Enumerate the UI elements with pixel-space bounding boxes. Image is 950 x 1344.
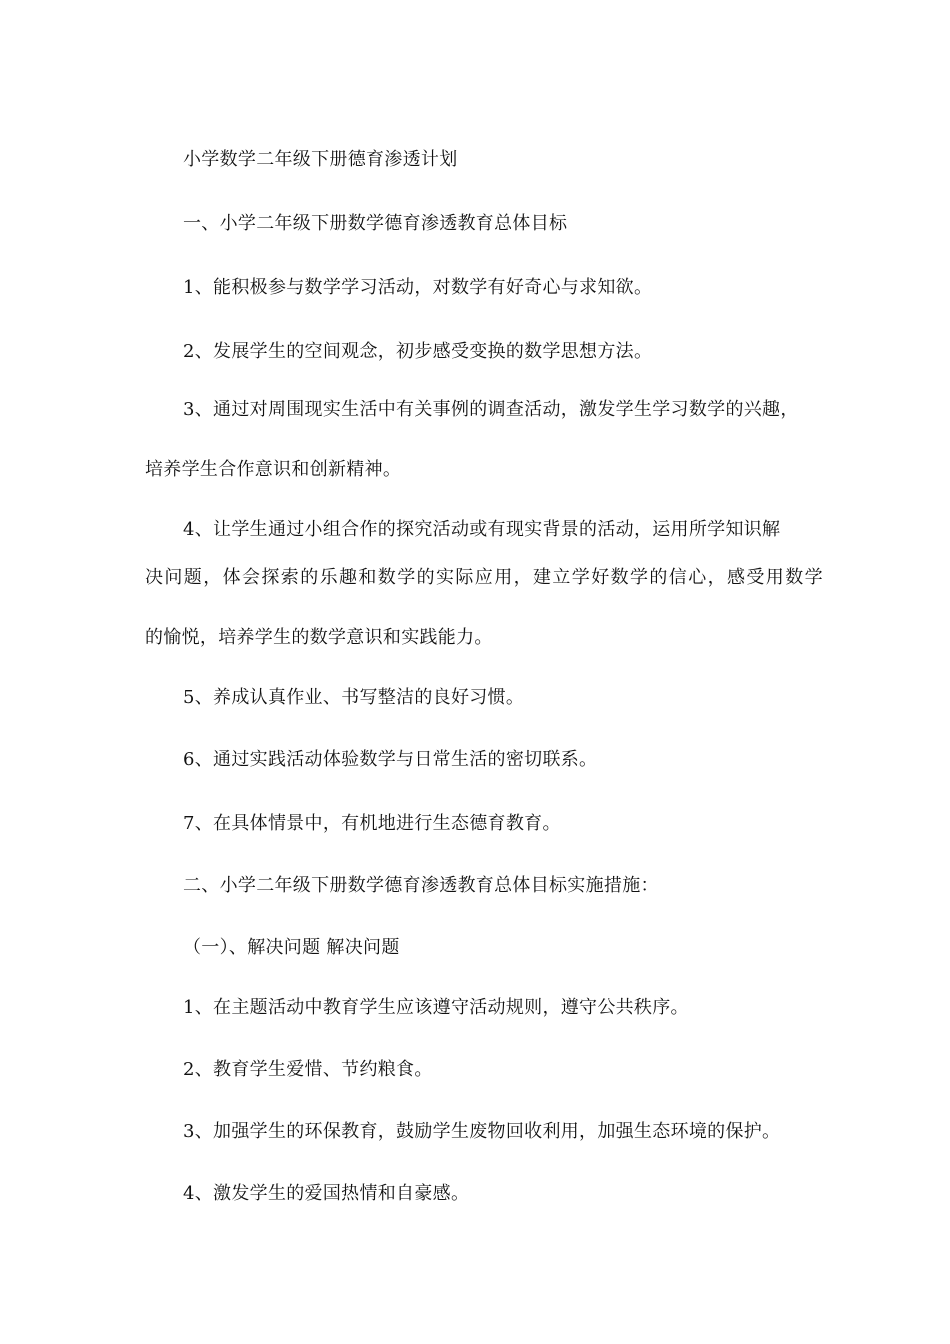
section-2-item-2: 2、教育学生爱惜、节约粮食。 <box>183 1059 433 1080</box>
section-1-item-2: 2、发展学生的空间观念，初步感受变换的数学思想方法。 <box>183 341 653 362</box>
section-1-heading: 一、小学二年级下册数学德育渗透教育总体目标 <box>183 213 568 234</box>
section-1-item-7: 7、在具体情景中，有机地进行生态德育教育。 <box>183 813 561 834</box>
section-2-item-4: 4、激发学生的爱国热情和自豪感。 <box>183 1183 470 1204</box>
section-1-item-1: 1、能积极参与数学学习活动，对数学有好奇心与求知欲。 <box>183 277 653 298</box>
section-1-item-4-line-2: 决问题，体会探索的乐趣和数学的实际应用，建立学好数学的信心，感受用数学 <box>145 567 824 588</box>
section-1-item-4-line-1: 4、让学生通过小组合作的探究活动或有现实背景的活动，运用所学知识解 <box>183 519 781 540</box>
section-1-item-6: 6、通过实践活动体验数学与日常生活的密切联系。 <box>183 749 598 770</box>
section-2-item-1: 1、在主题活动中教育学生应该遵守活动规则，遵守公共秩序。 <box>183 997 689 1018</box>
section-2-heading: 二、小学二年级下册数学德育渗透教育总体目标实施措施： <box>183 875 659 896</box>
section-1-item-4-line-3: 的愉悦，培养学生的数学意识和实践能力。 <box>145 627 493 648</box>
section-2-subheading: （一）、解决问题 解决问题 <box>183 937 400 958</box>
section-2-item-3: 3、加强学生的环保教育，鼓励学生废物回收利用，加强生态环境的保护。 <box>183 1121 781 1142</box>
section-1-item-5: 5、养成认真作业、书写整洁的良好习惯。 <box>183 687 525 708</box>
section-1-item-3-line-2: 培养学生合作意识和创新精神。 <box>145 459 402 480</box>
document-title: 小学数学二年级下册德育渗透计划 <box>183 149 458 170</box>
section-1-item-3-line-1: 3、通过对周围现实生活中有关事例的调查活动，激发学生学习数学的兴趣， <box>183 399 799 420</box>
